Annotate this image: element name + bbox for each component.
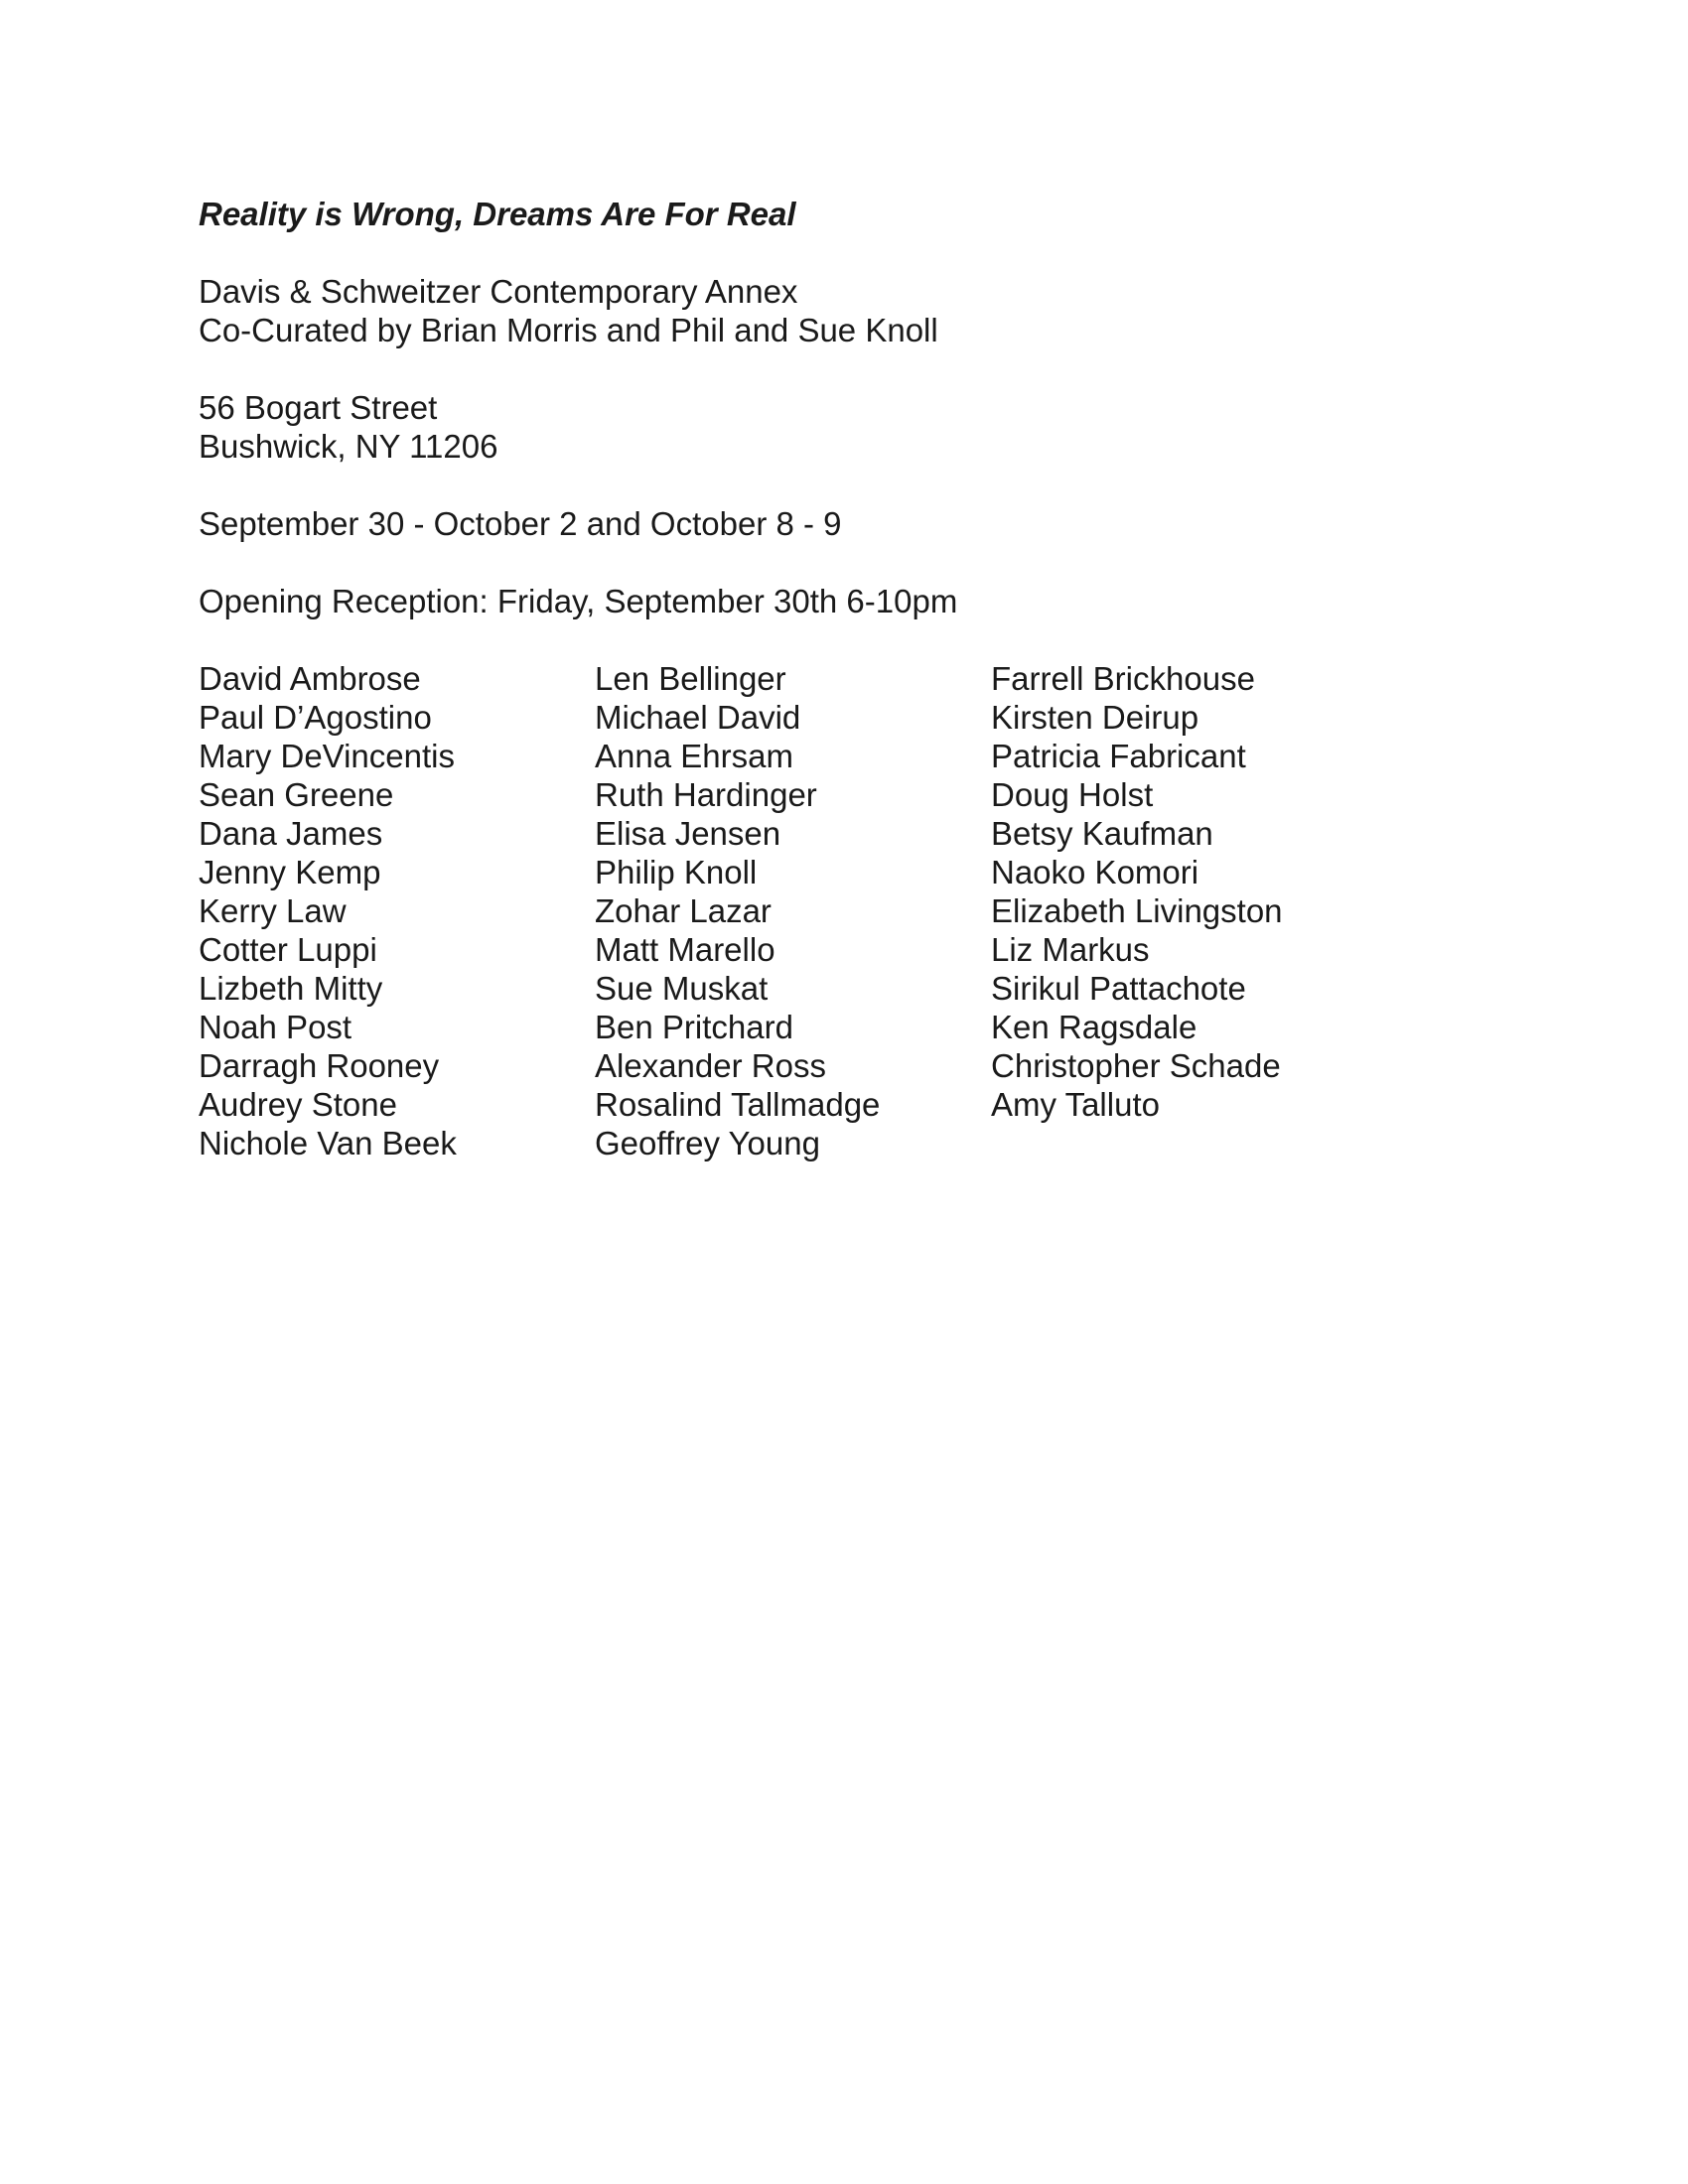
artist-name: Doug Holst <box>991 776 1154 813</box>
city-address: Bushwick, NY 11206 <box>199 428 498 465</box>
artist-name: Kirsten Deirup <box>991 699 1199 736</box>
artist-name: Lizbeth Mitty <box>199 970 383 1007</box>
artist-name: Noah Post <box>199 1009 352 1045</box>
exhibition-title: Reality is Wrong, Dreams Are For Real <box>199 196 796 232</box>
venue-name: Davis & Schweitzer Contemporary Annex <box>199 273 798 310</box>
artist-name: Ruth Hardinger <box>595 776 817 813</box>
artist-name: David Ambrose <box>199 660 421 697</box>
dates-block <box>199 504 1489 543</box>
artist-name: Liz Markus <box>991 931 1150 968</box>
artist-name: Ken Ragsdale <box>991 1009 1197 1045</box>
venue-block <box>199 272 1489 349</box>
artist-name: Dana James <box>199 815 383 852</box>
artist-name: Audrey Stone <box>199 1086 397 1123</box>
artist-name: Philip Knoll <box>595 854 758 890</box>
artist-name: Farrell Brickhouse <box>991 660 1255 697</box>
artist-name: Naoko Komori <box>991 854 1199 890</box>
artist-name: Nichole Van Beek <box>199 1125 457 1161</box>
exhibition-dates: September 30 - October 2 and October 8 - 9 <box>199 505 842 542</box>
artist-name: Geoffrey Young <box>595 1125 820 1161</box>
artist-name: Betsy Kaufman <box>991 815 1213 852</box>
artist-column-2 <box>595 659 992 1162</box>
artist-name: Ben Pritchard <box>595 1009 793 1045</box>
curators-line: Co-Curated by Brian Morris and Phil and Sue Knoll <box>199 312 938 348</box>
artist-list <box>199 659 1489 1162</box>
artist-column-1 <box>199 659 596 1162</box>
artist-name: Jenny Kemp <box>199 854 381 890</box>
artist-name: Anna Ehrsam <box>595 738 793 774</box>
artist-name: Michael David <box>595 699 801 736</box>
artist-name: Christopher Schade <box>991 1047 1281 1084</box>
artist-name: Kerry Law <box>199 892 347 929</box>
street-address: 56 Bogart Street <box>199 389 438 426</box>
address-block <box>199 388 1489 466</box>
artist-name: Cotter Luppi <box>199 931 377 968</box>
artist-name: Len Bellinger <box>595 660 786 697</box>
artist-name: Amy Talluto <box>991 1086 1160 1123</box>
artist-name: Elizabeth Livingston <box>991 892 1283 929</box>
artist-name: Matt Marello <box>595 931 775 968</box>
artist-name: Alexander Ross <box>595 1047 826 1084</box>
artist-name: Sue Muskat <box>595 970 769 1007</box>
artist-name: Zohar Lazar <box>595 892 772 929</box>
artist-name: Patricia Fabricant <box>991 738 1246 774</box>
artist-name: Sirikul Pattachote <box>991 970 1246 1007</box>
artist-name: Mary DeVincentis <box>199 738 455 774</box>
reception-block <box>199 582 1489 620</box>
document-content <box>199 195 1489 1162</box>
opening-reception: Opening Reception: Friday, September 30th 6-10pm <box>199 583 958 619</box>
artist-name: Elisa Jensen <box>595 815 781 852</box>
artist-name: Sean Greene <box>199 776 394 813</box>
artist-name: Paul D’Agostino <box>199 699 432 736</box>
artist-name: Darragh Rooney <box>199 1047 440 1084</box>
artist-column-3 <box>991 659 1388 1124</box>
artist-name: Rosalind Tallmadge <box>595 1086 881 1123</box>
